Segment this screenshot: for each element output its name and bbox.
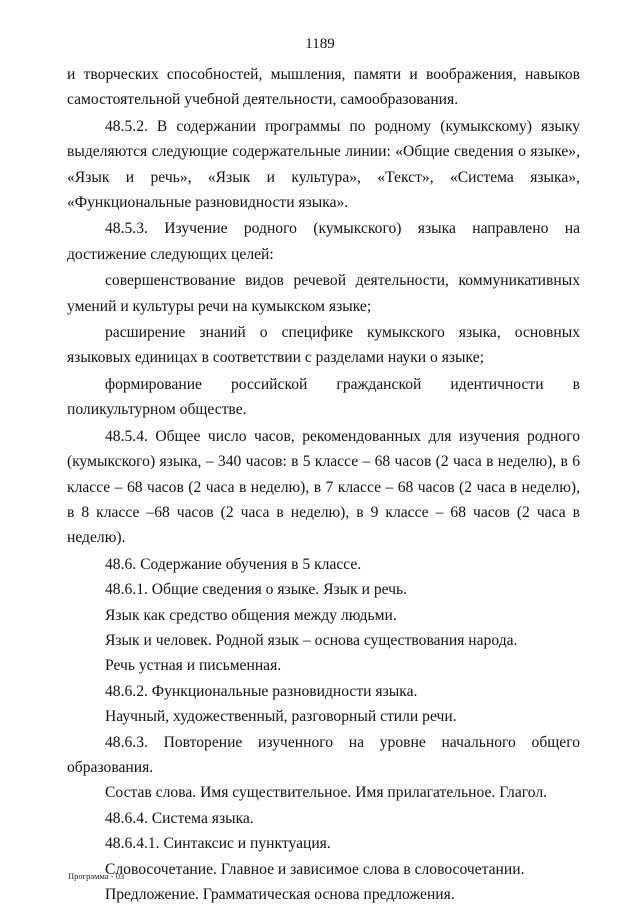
paragraph: Словосочетание. Главное и зависимое слова в словосочетании. — [105, 860, 525, 878]
paragraph: Язык и человек. Родной язык – основа существования народа. — [105, 631, 518, 649]
paragraph: Язык как средство общения между людьми. — [105, 606, 397, 624]
paragraph: совершенствование видов речевой деятельности, коммуникативных умений и культуры речи на кумыкском языке; — [67, 272, 580, 315]
paragraph: формирование российской гражданской идентичности в поликультурном обществе. — [67, 375, 580, 419]
paragraph: 48.6.2. Функциональные разновидности языка. — [105, 682, 418, 700]
document-body — [67, 62, 580, 907]
paragraph: 48.5.3. Изучение родного (кумыкского) языка направлено на достижение следующих целей: — [67, 220, 580, 263]
paragraph: расширение знаний о специфике кумыкского языка, основных языковых единицах в соответствии с разделами науки о языке; — [67, 324, 580, 367]
page-number: 1189 — [305, 36, 335, 52]
paragraph: Предложение. Грамматическая основа предложения. — [105, 886, 455, 903]
paragraph: 48.6.1. Общие сведения о языке. Язык и речь. — [105, 581, 408, 599]
paragraph: и творческих способностей, мышления, памяти и воображения, навыков самостоятельной учебной деятельности, самообразования. — [67, 66, 580, 109]
paragraph: 48.5.4. Общее число часов, рекомендованных для изучения родного (кумыкского) языка, – 340 часов: в 5 классе – 68 часов (2 часа в неделю), в 6 классе – 68 часов (2 часа в неделю), в 7 классе – 68 часов (2 часа в неделю), в 8 классе –68 часов (2 часа в неделю), в 9 классе – 68 часов (2 часа в неделю). — [67, 427, 580, 547]
paragraph: 48.6.4.1. Синтаксис и пунктуация. — [105, 835, 331, 853]
paragraph: 48.6.4. Система языка. — [105, 809, 254, 827]
paragraph: 48.6. Содержание обучения в 5 классе. — [105, 555, 362, 573]
paragraph: Состав слова. Имя существительное. Имя прилагательное. Глагол. — [105, 784, 548, 802]
paragraph: 48.6.3. Повторение изученного на уровне начального общего образования. — [67, 733, 580, 776]
paragraph: Речь устная и письменная. — [105, 657, 282, 675]
paragraph: Научный, художественный, разговорный стили речи. — [105, 708, 457, 726]
paragraph: 48.5.2. В содержании программы по родному (кумыкскому) языку выделяются следующие содержательные линии: «Общие сведения о языке», «Язык и речь», «Язык и культура», «Текст», «Система языка», «Функциональные разновидности языка». — [67, 117, 580, 212]
footer-label: Программа - 03 — [68, 871, 125, 881]
